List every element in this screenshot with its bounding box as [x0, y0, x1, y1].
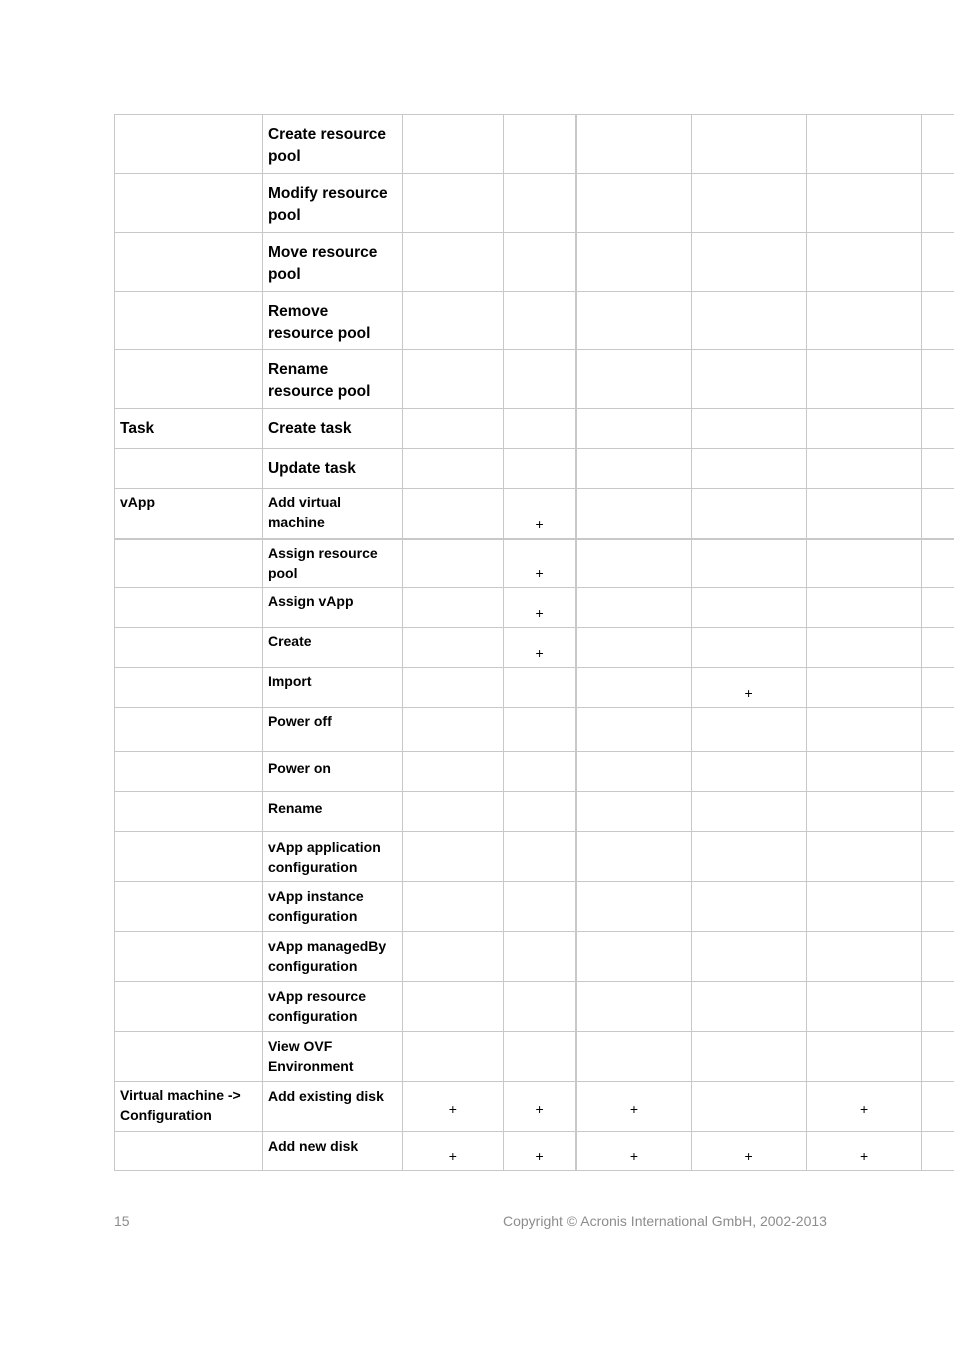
mark-cell [576, 668, 691, 708]
mark-cell [922, 982, 954, 1032]
mark-cell [503, 115, 576, 174]
table-row [115, 668, 954, 708]
privilege-cell: View OVF Environment [262, 1032, 402, 1082]
mark-cell [576, 982, 691, 1032]
mark-cell [576, 449, 691, 489]
mark-cell: + [402, 1082, 503, 1132]
mark-cell [922, 1032, 954, 1082]
group-cell: Task [115, 409, 263, 449]
privilege-cell: Rename [262, 792, 402, 832]
privilege-cell: Add existing disk [262, 1082, 402, 1132]
mark-cell: + [691, 1132, 806, 1171]
table-row [115, 350, 954, 409]
mark-cell [402, 174, 503, 233]
mark-cell [576, 588, 691, 628]
mark-cell [402, 628, 503, 668]
table-row [115, 539, 954, 588]
privilege-cell: Move resource pool [262, 233, 402, 292]
mark-cell [576, 752, 691, 792]
mark-cell [922, 409, 954, 449]
mark-cell [503, 233, 576, 292]
page-number: 15 [114, 1213, 130, 1229]
mark-cell [922, 792, 954, 832]
mark-cell [503, 449, 576, 489]
group-cell [115, 932, 263, 982]
mark-cell [806, 233, 922, 292]
mark-cell [402, 882, 503, 932]
mark-cell [503, 932, 576, 982]
mark-cell: + [576, 1082, 691, 1132]
mark-cell [402, 115, 503, 174]
mark-cell [402, 832, 503, 882]
mark-cell [691, 489, 806, 539]
mark-cell: + [576, 1132, 691, 1171]
mark-cell [503, 982, 576, 1032]
mark-cell [576, 409, 691, 449]
mark-cell [806, 932, 922, 982]
privilege-cell: Rename resource pool [262, 350, 402, 409]
mark-cell [503, 832, 576, 882]
mark-cell [691, 115, 806, 174]
group-cell [115, 449, 263, 489]
privilege-cell: Assign vApp [262, 588, 402, 628]
mark-cell [402, 449, 503, 489]
mark-cell [691, 792, 806, 832]
mark-cell [576, 174, 691, 233]
mark-cell [922, 292, 954, 350]
mark-cell [691, 1082, 806, 1132]
mark-cell [576, 882, 691, 932]
table-row [115, 882, 954, 932]
mark-cell [806, 882, 922, 932]
mark-cell [922, 174, 954, 233]
privilege-cell: vApp managedBy configuration [262, 932, 402, 982]
mark-cell [806, 1032, 922, 1082]
table-row [115, 982, 954, 1032]
mark-cell [806, 174, 922, 233]
privileges-table [114, 114, 954, 1171]
privilege-cell: Modify resource pool [262, 174, 402, 233]
mark-cell [806, 539, 922, 588]
mark-cell: + [402, 1132, 503, 1171]
mark-cell [576, 233, 691, 292]
privilege-cell: Import [262, 668, 402, 708]
group-cell [115, 539, 263, 588]
mark-cell [691, 982, 806, 1032]
mark-cell [402, 792, 503, 832]
group-cell [115, 350, 263, 409]
privilege-cell: Assign resource pool [262, 539, 402, 588]
mark-cell [503, 174, 576, 233]
table-row [115, 233, 954, 292]
mark-cell [691, 752, 806, 792]
mark-cell [402, 982, 503, 1032]
table-row [115, 752, 954, 792]
mark-cell [806, 489, 922, 539]
privilege-cell: Power on [262, 752, 402, 792]
privilege-cell: Create resource pool [262, 115, 402, 174]
mark-cell [402, 409, 503, 449]
table-body [115, 115, 954, 1171]
mark-cell [503, 350, 576, 409]
mark-cell [691, 233, 806, 292]
mark-cell: + [503, 1082, 576, 1132]
mark-cell [576, 792, 691, 832]
group-cell [115, 628, 263, 668]
group-cell [115, 792, 263, 832]
copyright-notice: Copyright © Acronis International GmbH, 2002-2013 [503, 1213, 827, 1229]
mark-cell [402, 489, 503, 539]
mark-cell [576, 489, 691, 539]
mark-cell [503, 752, 576, 792]
group-cell [115, 174, 263, 233]
mark-cell [922, 628, 954, 668]
group-cell [115, 292, 263, 350]
mark-cell [806, 409, 922, 449]
mark-cell [806, 752, 922, 792]
mark-cell [691, 292, 806, 350]
table-row [115, 174, 954, 233]
mark-cell [806, 292, 922, 350]
table-row [115, 628, 954, 668]
mark-cell [402, 1032, 503, 1082]
privilege-cell: Remove resource pool [262, 292, 402, 350]
mark-cell [691, 708, 806, 752]
table-row [115, 832, 954, 882]
privilege-cell: vApp application configuration [262, 832, 402, 882]
privilege-cell: Add new disk [262, 1132, 402, 1171]
mark-cell [503, 708, 576, 752]
table-row [115, 449, 954, 489]
group-cell [115, 1132, 263, 1171]
mark-cell [922, 882, 954, 932]
mark-cell: + [806, 1132, 922, 1171]
mark-cell [806, 668, 922, 708]
mark-cell [503, 292, 576, 350]
privilege-cell: Power off [262, 708, 402, 752]
table-row [115, 792, 954, 832]
mark-cell [922, 668, 954, 708]
mark-cell [576, 708, 691, 752]
mark-cell [576, 1032, 691, 1082]
mark-cell: + [806, 1082, 922, 1132]
mark-cell [402, 539, 503, 588]
mark-cell [806, 350, 922, 409]
table-row [115, 588, 954, 628]
privilege-cell: Update task [262, 449, 402, 489]
mark-cell [922, 350, 954, 409]
group-cell [115, 882, 263, 932]
mark-cell [691, 1032, 806, 1082]
privilege-cell: vApp resource configuration [262, 982, 402, 1032]
mark-cell [691, 832, 806, 882]
mark-cell [576, 539, 691, 588]
mark-cell [922, 1132, 954, 1171]
table-row [115, 1082, 954, 1132]
mark-cell [922, 539, 954, 588]
group-cell [115, 752, 263, 792]
mark-cell [922, 115, 954, 174]
mark-cell [402, 752, 503, 792]
group-cell: Virtual machine -> Configuration [115, 1082, 263, 1132]
mark-cell: + [503, 1132, 576, 1171]
mark-cell [806, 588, 922, 628]
group-cell [115, 832, 263, 882]
group-cell [115, 588, 263, 628]
mark-cell [402, 350, 503, 409]
table-row [115, 409, 954, 449]
mark-cell [922, 708, 954, 752]
mark-cell [922, 449, 954, 489]
group-cell [115, 982, 263, 1032]
mark-cell [806, 792, 922, 832]
mark-cell [922, 1082, 954, 1132]
privilege-cell: vApp instance configuration [262, 882, 402, 932]
table-row [115, 292, 954, 350]
mark-cell [922, 932, 954, 982]
mark-cell [691, 174, 806, 233]
mark-cell [503, 882, 576, 932]
mark-cell [576, 628, 691, 668]
mark-cell [806, 708, 922, 752]
mark-cell [576, 350, 691, 409]
mark-cell [691, 350, 806, 409]
mark-cell [576, 932, 691, 982]
mark-cell [402, 932, 503, 982]
mark-cell [402, 233, 503, 292]
group-cell [115, 233, 263, 292]
table-row [115, 708, 954, 752]
mark-cell [503, 668, 576, 708]
mark-cell [576, 832, 691, 882]
privilege-cell: Add virtual machine [262, 489, 402, 539]
mark-cell [402, 668, 503, 708]
table-row [115, 115, 954, 174]
mark-cell [806, 832, 922, 882]
mark-cell [402, 292, 503, 350]
table-row [115, 1032, 954, 1082]
mark-cell [922, 489, 954, 539]
privilege-cell: Create task [262, 409, 402, 449]
privilege-cell: Create [262, 628, 402, 668]
mark-cell [691, 409, 806, 449]
table-row [115, 489, 954, 539]
group-cell: vApp [115, 489, 263, 539]
mark-cell [402, 588, 503, 628]
table-row [115, 932, 954, 982]
group-cell [115, 708, 263, 752]
mark-cell: + [503, 539, 576, 588]
mark-cell: + [503, 628, 576, 668]
mark-cell [806, 982, 922, 1032]
mark-cell [503, 409, 576, 449]
mark-cell [503, 792, 576, 832]
mark-cell: + [503, 588, 576, 628]
mark-cell [691, 882, 806, 932]
mark-cell [691, 539, 806, 588]
mark-cell [691, 932, 806, 982]
mark-cell [691, 588, 806, 628]
group-cell [115, 1032, 263, 1082]
mark-cell [806, 115, 922, 174]
table-row [115, 1132, 954, 1171]
mark-cell [806, 628, 922, 668]
mark-cell [576, 292, 691, 350]
mark-cell [922, 752, 954, 792]
mark-cell: + [503, 489, 576, 539]
mark-cell [806, 449, 922, 489]
mark-cell: + [691, 668, 806, 708]
mark-cell [922, 588, 954, 628]
mark-cell [691, 628, 806, 668]
group-cell [115, 668, 263, 708]
group-cell [115, 115, 263, 174]
mark-cell [922, 832, 954, 882]
mark-cell [402, 708, 503, 752]
mark-cell [691, 449, 806, 489]
mark-cell [576, 115, 691, 174]
mark-cell [503, 1032, 576, 1082]
mark-cell [922, 233, 954, 292]
